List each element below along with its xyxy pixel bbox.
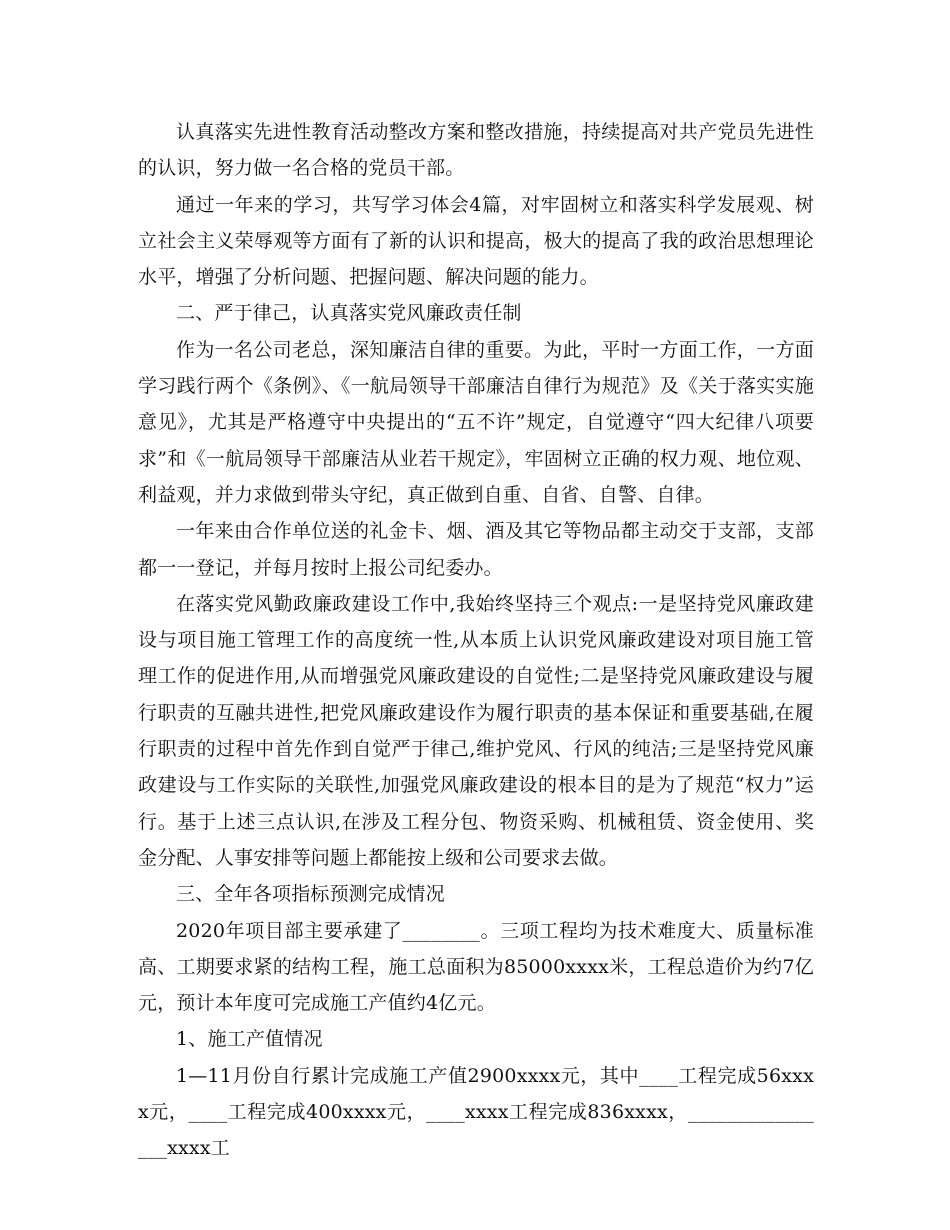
- paragraph-gifts-registered: 一年来由合作单位送的礼金卡、烟、酒及其它等物品都主动交于支部，支部都一一登记，并每月按时上报公司纪委办。: [138, 520, 814, 579]
- paragraph-advanced-education: 认真落实先进性教育活动整改方案和整改措施，持续提高对共产党员先进性的认识，努力做一名合格的党员干部。: [138, 121, 814, 180]
- paragraph-study-summary: 通过一年来的学习，共写学习体会4篇，对牢固树立和落实科学发展观、树立社会主义荣辱观等方面有了新的认识和提高，极大的提高了我的政治思想理论水平，增强了分析问题、把握问题、解决问题的能力。: [138, 193, 814, 289]
- paragraph-output-figures: 1—11月份自行累计完成施工产值2900xxxx元，其中____工程完成56xxxx元，____工程完成400xxxx元，____xxxx工程完成836xxxx，________________xxxx工: [138, 1064, 814, 1160]
- subheading-construction-output: 1、施工产值情况: [176, 1028, 323, 1051]
- section-heading-self-discipline: 二、严于律己，认真落实党风廉政责任制: [176, 302, 522, 325]
- paragraph-three-viewpoints: 在落实党风勤政廉政建设工作中,我始终坚持三个观点:一是坚持党风廉政建设与项目施工管理工作的高度统一性,从本质上认识党风廉政建设对项目施工管理工作的促进作用,从而增强党风廉政建设的自觉性;二是坚持党风廉政建设与履行职责的互融共进性,把党风廉政建设作为履行职责的基本保证和重要基础,在履行职责的过程中首先作到自觉严于律己,维护党风、行风的纯洁;三是坚持党风廉政建设与工作实际的关联性,加强党风廉政建设的根本目的是为了规范“权力”运行。基于上述三点认识,在涉及工程分包、物资采购、机械租赁、资金使用、奖金分配、人事安排等问题上都能按上级和公司要求去做。: [138, 592, 814, 869]
- paragraph-projects-2020: 2020年项目部主要承建了________。三项工程均为技术难度大、质量标准高、工期要求紧的结构工程，施工总面积为85000xxxx米，工程总造价为约7亿元，预计本年度可完成施工产值约4亿元。: [138, 919, 814, 1015]
- paragraph-integrity: 作为一名公司老总，深知廉洁自律的重要。为此，平时一方面工作，一方面学习践行两个《条例》、《一航局领导干部廉洁自律行为规范》及《关于落实实施意见》，尤其是严格遵守中央提出的“五不许”规定，自觉遵守“四大纪律八项要求”和《一航局领导干部廉洁从业若干规定》，牢固树立正确的权力观、地位观、利益观，并力求做到带头守纪，真正做到自重、自省、自警、自律。: [138, 338, 814, 506]
- section-heading-annual-targets: 三、全年各项指标预测完成情况: [176, 883, 445, 906]
- document-body: [138, 114, 814, 1167]
